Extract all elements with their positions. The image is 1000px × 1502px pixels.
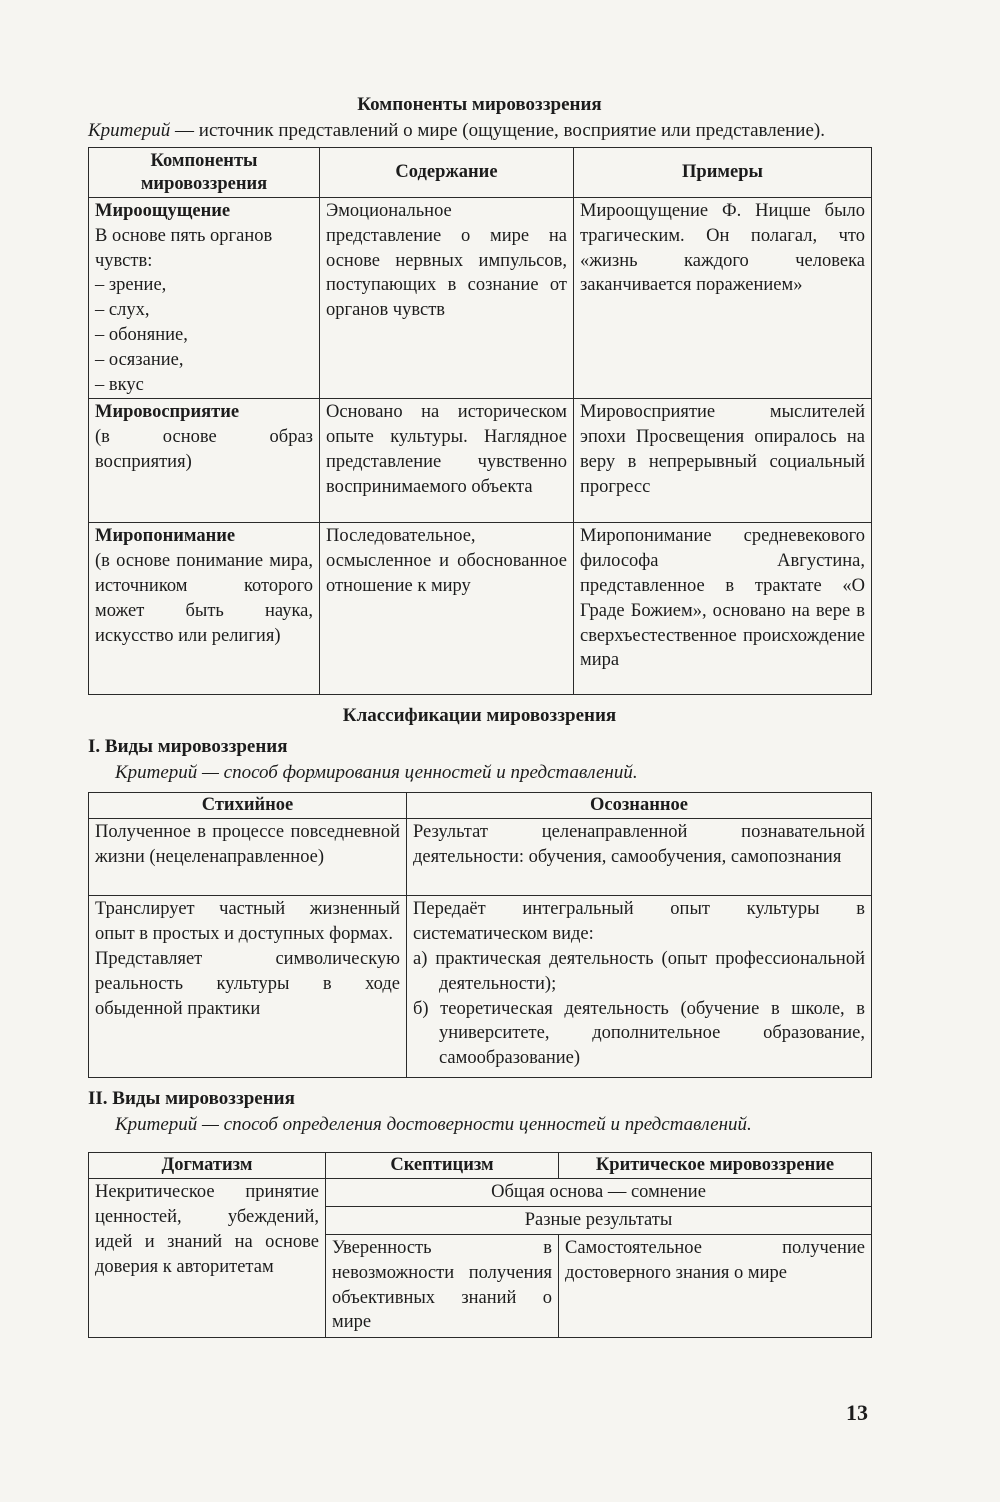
table-row bbox=[89, 1179, 872, 1207]
header-skepticism: Скептицизм bbox=[326, 1153, 559, 1179]
spontaneous-text: Транслирует частный жизненный опыт в простых и доступных формах. bbox=[95, 899, 400, 945]
formation-table bbox=[88, 792, 872, 1078]
component-desc: В основе пять органов чувств: bbox=[95, 225, 273, 271]
header-examples: Примеры bbox=[574, 148, 872, 198]
section-heading-1: I. Виды мировоззрения bbox=[88, 736, 288, 758]
dogmatism-cell: Некритическое принятие ценностей, убеждений, идей и знаний на основе доверия к авторитетам bbox=[89, 1179, 326, 1338]
list-item: а) практическая деятельность (опыт профессиональной деятельности); bbox=[413, 948, 865, 994]
component-name: Мировосприятие bbox=[95, 402, 240, 423]
criterion-text: — источник представлений о мире (ощущение, восприятие или представление). bbox=[170, 120, 825, 141]
header-spontaneous: Стихийное bbox=[89, 793, 407, 819]
components-table bbox=[88, 147, 872, 695]
component-desc: – осязание, bbox=[95, 349, 184, 370]
header-content: Содержание bbox=[320, 148, 574, 198]
component-content: Основано на историческом опыте культуры. Наглядное представление чувственно воспринимаемого объекта bbox=[320, 399, 574, 523]
header-conscious: Осознанное bbox=[407, 793, 872, 819]
conscious-intro: Передаёт интегральный опыт культуры в систематическом виде: bbox=[413, 899, 865, 945]
criterion-components bbox=[88, 118, 871, 143]
section-criterion-2: Критерий — способ определения достоверности ценностей и представлений. bbox=[115, 1114, 752, 1136]
page-number: 13 bbox=[846, 1400, 868, 1425]
component-example: Мироощущение Ф. Ницше было трагическим. Он полагал, что «жизнь каждого человека заканчивается поражением» bbox=[574, 198, 872, 399]
skepticism-cell: Уверенность в невозможности получения объективных знаний о мире bbox=[326, 1234, 559, 1337]
section-heading-2: II. Виды мировоззрения bbox=[88, 1088, 295, 1110]
component-name: Мироощущение bbox=[95, 201, 231, 221]
classification-title: Классификации мировоззрения bbox=[342, 705, 617, 727]
page-title: Компоненты мировоззрения bbox=[357, 94, 602, 115]
table-row bbox=[89, 399, 872, 523]
component-desc: – зрение, bbox=[95, 275, 167, 296]
section-criterion-1: Критерий — способ формирования ценностей и представлений. bbox=[115, 762, 638, 784]
component-content: Последовательное, осмысленное и обоснованное отношение к миру bbox=[320, 523, 574, 695]
reliability-table bbox=[88, 1152, 872, 1338]
table-row bbox=[89, 198, 872, 399]
component-desc: (в основе образ восприятия) bbox=[95, 427, 313, 472]
component-example: Миропонимание средневекового философа Августина, представленное в трактате «О Граде Божием», основано на вере в сверхъестественное происхождение мира bbox=[574, 523, 872, 695]
header-components: Компоненты мировоззрения bbox=[89, 148, 320, 198]
table-row bbox=[89, 896, 872, 1078]
list-item: б) теоретическая деятельность (обучение в школе, в университете, дополнительное образование, самообразование) bbox=[413, 998, 865, 1069]
common-base-cell: Общая основа — сомнение bbox=[326, 1179, 872, 1207]
header-critical: Критическое мировоззрение bbox=[559, 1153, 872, 1179]
component-content: Эмоциональное представление о мире на основе нервных импульсов, поступающих в сознание от органов чувств bbox=[320, 198, 574, 399]
critical-cell: Самостоятельное получение достоверного знания о мире bbox=[559, 1234, 872, 1337]
criterion-label: Критерий bbox=[88, 120, 171, 141]
spontaneous-text: Представляет символическую реальность культуры в ходе обыденной практики bbox=[95, 948, 400, 1019]
component-desc: (в основе понимание мира, источником которого может быть наука, искусство или религия) bbox=[95, 551, 313, 646]
page-content bbox=[88, 92, 871, 1338]
different-results-cell: Разные результаты bbox=[326, 1207, 872, 1235]
component-name: Миропонимание bbox=[95, 526, 236, 547]
component-desc: – слух, bbox=[95, 300, 150, 321]
conscious-cell: Результат целенаправленной познавательной деятельности: обучения, самообучения, самопознания bbox=[407, 819, 872, 896]
component-desc: – обоняние, bbox=[95, 324, 188, 345]
component-desc: – вкус bbox=[95, 374, 144, 395]
table-row bbox=[89, 819, 872, 896]
spontaneous-cell: Полученное в процессе повседневной жизни (нецеленаправленное) bbox=[89, 819, 407, 896]
table-row bbox=[89, 523, 872, 695]
component-example: Мировосприятие мыслителей эпохи Просвещения опиралось на веру в непрерывный социальный прогресс bbox=[574, 399, 872, 523]
header-dogmatism: Догматизм bbox=[89, 1153, 326, 1179]
